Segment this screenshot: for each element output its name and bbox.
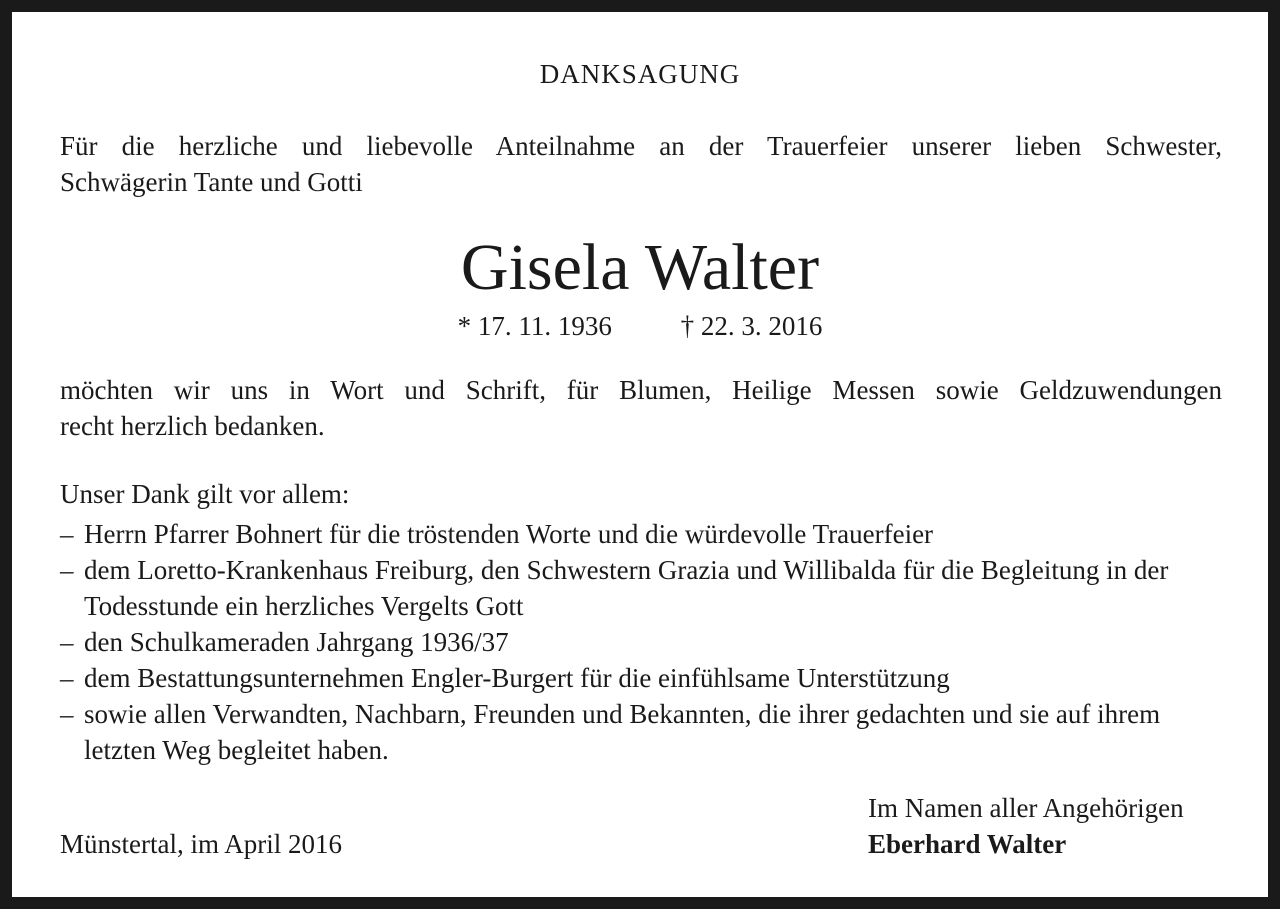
life-dates xyxy=(12,308,1268,344)
intro-paragraph xyxy=(60,128,1222,200)
list-item: – sowie allen Verwandten, Nachbarn, Freunden und Bekannten, die ihrer gedachten und sie auf ihrem letzten Weg begleitet haben. xyxy=(60,696,1230,768)
place-date: Münstertal, im April 2016 xyxy=(60,829,342,859)
thanks-list xyxy=(60,516,1230,768)
thanks-paragraph xyxy=(60,372,1222,444)
list-item: – dem Bestattungsunternehmen Engler-Burgert für die einfühlsame Unterstützung xyxy=(60,660,1230,696)
signoff-text: Im Namen aller Angehörigen xyxy=(868,793,1184,823)
list-item: – dem Loretto-Krankenhaus Freiburg, den Schwestern Grazia und Willibalda für die Begleitung in der Todesstunde ein herzliches Vergelts Gott xyxy=(60,552,1230,624)
intro-line: Schwägerin Tante und Gotti xyxy=(60,167,363,197)
birth-date: * 17. 11. 1936 xyxy=(457,311,612,341)
list-item: – den Schulkameraden Jahrgang 1936/37 xyxy=(60,624,1230,660)
thanks-line: recht herzlich bedanken. xyxy=(60,411,325,441)
intro-line: Für die herzliche und liebevolle Anteilnahme an der Trauerfeier unserer lieben Schwester, xyxy=(60,131,1222,161)
notice-heading: DANKSAGUNG xyxy=(539,59,741,89)
deceased-name: Gisela Walter xyxy=(460,231,820,304)
list-intro: Unser Dank gilt vor allem: xyxy=(60,479,350,509)
obituary-notice xyxy=(12,12,1268,897)
thanks-line: möchten wir uns in Wort und Schrift, für Blumen, Heilige Messen sowie Geldzuwendungen xyxy=(60,375,1222,405)
list-item: – Herrn Pfarrer Bohnert für die tröstenden Worte und die würdevolle Trauerfeier xyxy=(60,516,1230,552)
signoff-name: Eberhard Walter xyxy=(868,829,1067,859)
death-date: † 22. 3. 2016 xyxy=(680,311,823,341)
